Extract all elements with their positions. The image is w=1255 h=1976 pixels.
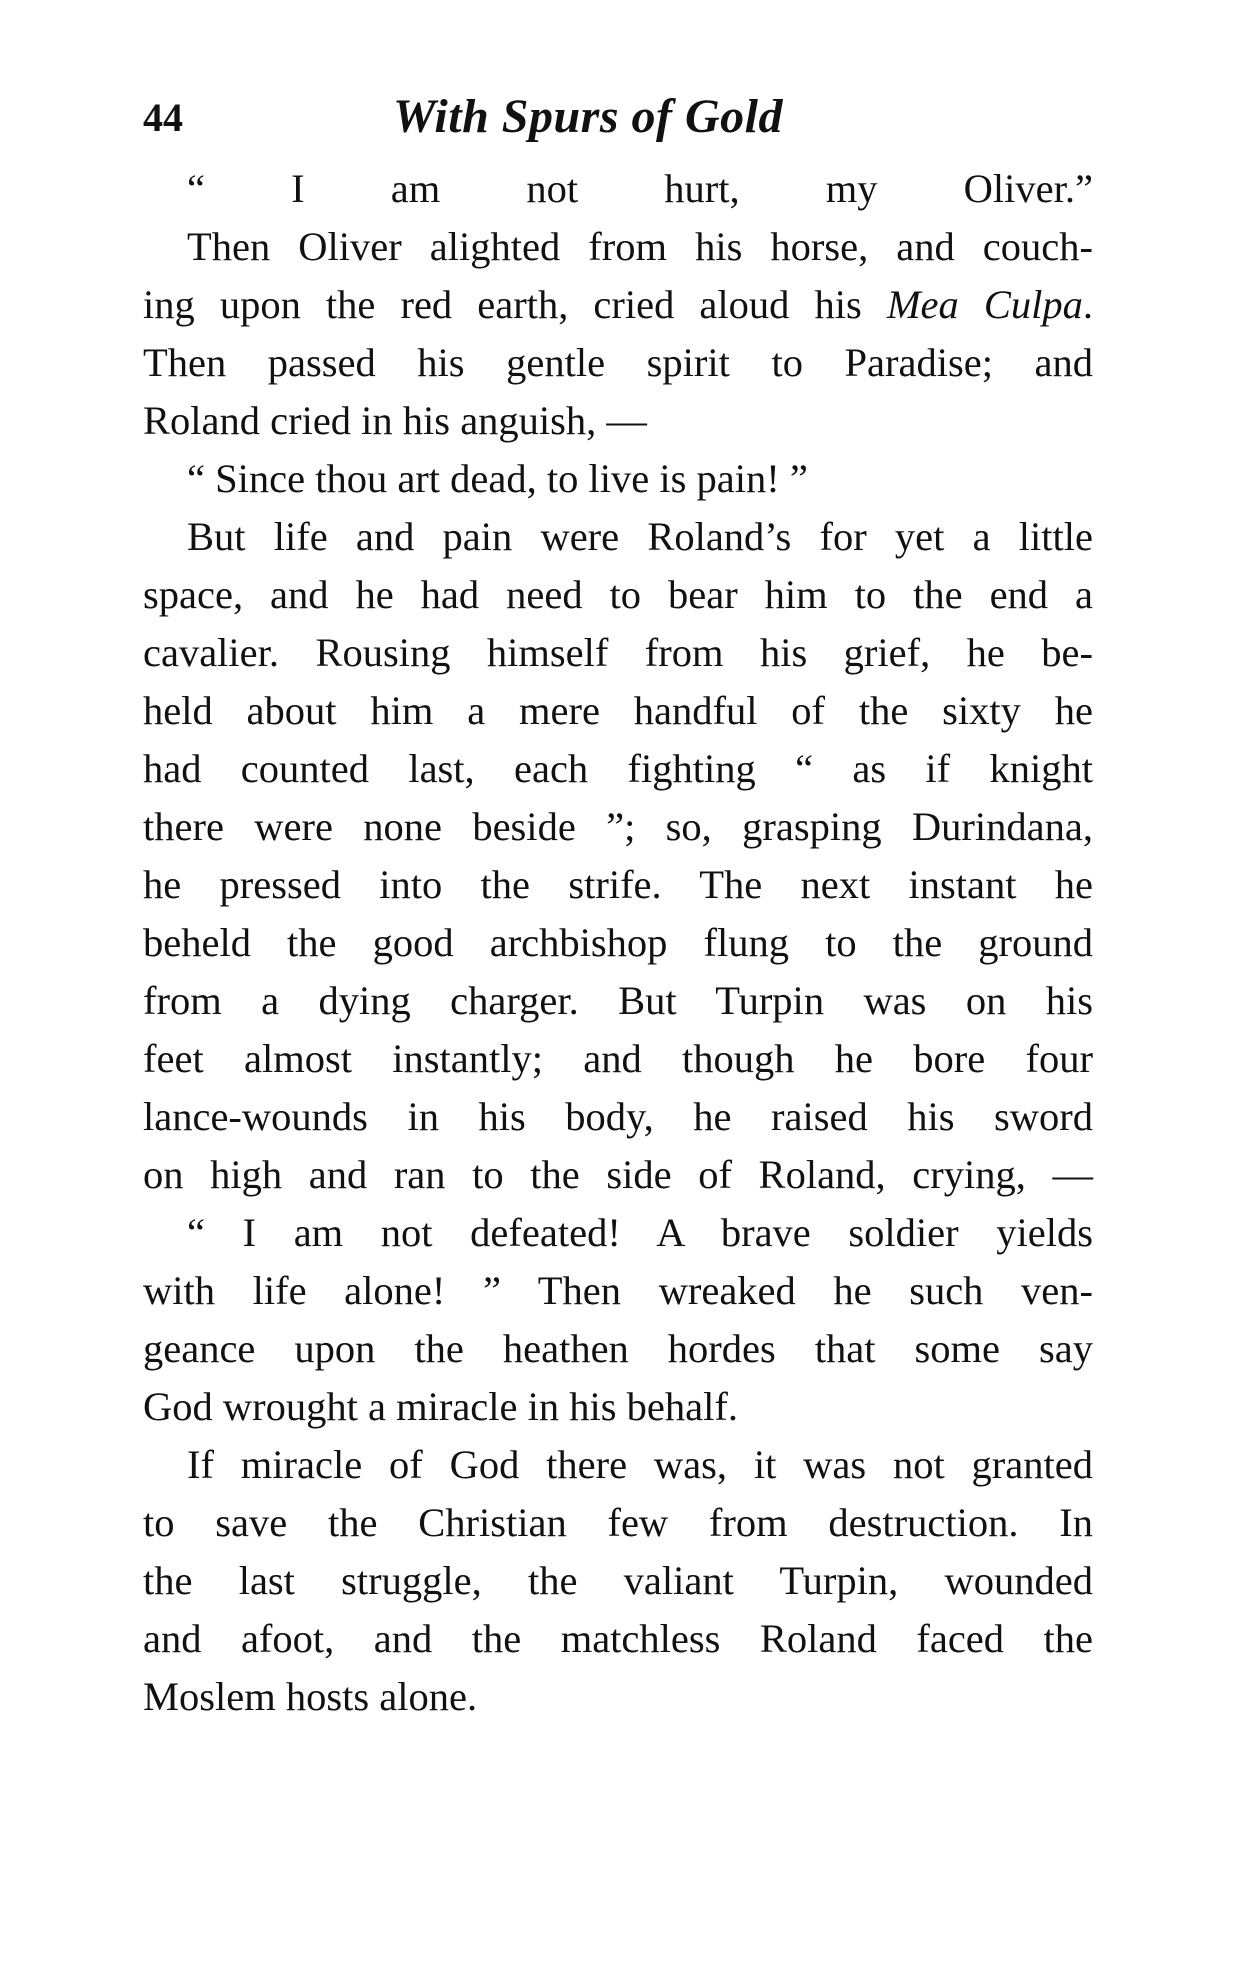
text-line: there were none beside ”; so, grasping Durindana, (143, 804, 1093, 849)
running-title: With Spurs of Gold (393, 90, 783, 143)
text-line: Then Oliver alighted from his horse, and couch- (187, 224, 1093, 269)
text-fragment: . (1082, 282, 1093, 327)
text-line: lance-wounds in his body, he raised his sword (143, 1094, 1093, 1139)
text-line: held about him a mere handful of the sixty he (143, 688, 1093, 733)
text-fragment: ing upon the red earth, cried aloud his (143, 282, 887, 327)
text-line: “ I am not hurt, my Oliver.” (187, 166, 1093, 211)
text-line: the last struggle, the valiant Turpin, wounded (143, 1558, 1093, 1603)
text-line: But life and pain were Roland’s for yet a little (187, 514, 1093, 559)
text-line: “ Since thou art dead, to live is pain! ” (187, 456, 808, 501)
text-line: geance upon the heathen hordes that some say (143, 1326, 1093, 1371)
text-line: God wrought a miracle in his behalf. (143, 1384, 738, 1429)
text-line: to save the Christian few from destruction. In (143, 1500, 1093, 1545)
text-line: If miracle of God there was, it was not granted (187, 1442, 1093, 1487)
text-line: had counted last, each fighting “ as if knight (143, 746, 1093, 791)
text-line: Then passed his gentle spirit to Paradise; and (143, 340, 1093, 385)
page-number: 44 (143, 95, 183, 140)
text-line: “ I am not defeated! A brave soldier yields (187, 1210, 1093, 1255)
body-text (143, 160, 1093, 1726)
text-line: space, and he had need to bear him to the end a (143, 572, 1093, 617)
text-line: from a dying charger. But Turpin was on his (143, 978, 1093, 1023)
text-line: Roland cried in his anguish, — (143, 398, 647, 443)
text-line: with life alone! ” Then wreaked he such ven- (143, 1268, 1093, 1313)
text-line: feet almost instantly; and though he bore four (143, 1036, 1093, 1081)
text-line: beheld the good archbishop flung to the ground (143, 920, 1093, 965)
text-line: on high and ran to the side of Roland, crying, — (143, 1152, 1093, 1197)
italic-phrase: Mea Culpa (886, 282, 1083, 327)
text-line: he pressed into the strife. The next instant he (143, 862, 1093, 907)
text-line: and afoot, and the matchless Roland faced the (143, 1616, 1093, 1661)
running-head (143, 88, 1093, 148)
text-line (143, 276, 1093, 334)
text-line: Moslem hosts alone. (143, 1674, 478, 1719)
text-line: cavalier. Rousing himself from his grief, he be- (143, 630, 1093, 675)
